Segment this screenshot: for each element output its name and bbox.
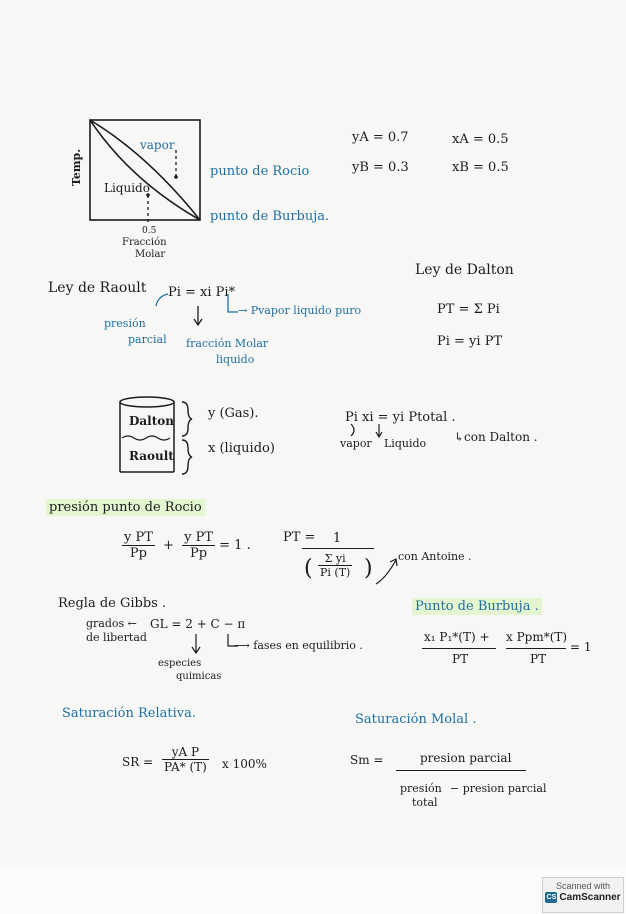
vapor-point — [174, 175, 178, 179]
scanned-with-label: Scanned with — [555, 881, 611, 891]
burbuja-title — [412, 599, 542, 614]
rocio-pt-den-num: Σ yi — [318, 552, 352, 566]
vapor-label: vapor — [140, 138, 175, 152]
burbuja-title-text: Punto de Burbuja . — [412, 598, 542, 615]
dalton-eq1: PT = Σ Pi — [437, 302, 500, 317]
gibbs-arrows — [190, 632, 240, 658]
sat-rel-rhs: x 100% — [222, 757, 267, 771]
gibbs-equation: GL = 2 + C − π — [150, 617, 246, 631]
rocio-pt-fraction-line — [302, 548, 374, 549]
raoult-presion-note-1: presión — [104, 317, 146, 330]
dalton-eq2: Pi = yi PT — [437, 334, 503, 349]
sat-molal-den1: presión — [400, 782, 442, 795]
x-tick-label: 0.5 — [142, 226, 157, 236]
box-raoult-label: Raoult — [129, 449, 174, 463]
rocio-term1-num: y PT — [124, 530, 153, 545]
antoine-label: con Antoine . — [398, 550, 472, 563]
box-dalton-label: Dalton — [129, 414, 175, 428]
box-y-gas-label: y (Gas). — [208, 406, 259, 421]
bubble-curve — [90, 120, 200, 220]
bubble-point-label: punto de Burbuja. — [210, 209, 330, 224]
phase-diagram-plot — [60, 105, 220, 245]
liquido-label: Liquido — [104, 181, 150, 195]
sat-molal-fraction-line — [396, 770, 526, 771]
raoult-fraccion-note-1: fracción Molar — [186, 337, 269, 350]
gibbs-grados-1: grados ← — [86, 617, 137, 630]
rocio-term1-den: Pp — [129, 546, 147, 561]
sat-molal-den2: total — [412, 796, 438, 809]
box-equation: Pi xi = yi Ptotal . — [345, 410, 456, 425]
rocio-equation — [122, 530, 251, 561]
dalton-title: Ley de Dalton — [415, 262, 514, 278]
rocio-paren-open: ( — [304, 556, 313, 581]
box-vapor-label: vapor — [340, 437, 372, 450]
sat-rel-num: yA P — [162, 745, 209, 760]
raoult-presion-note-2: parcial — [128, 333, 167, 346]
camscanner-badge — [542, 877, 624, 913]
burbuja-term1-num: x₁ P₁*(T) + — [424, 630, 490, 644]
axis-temp-label: Temp. — [70, 148, 83, 186]
sat-rel-title: Saturación Relativa. — [62, 706, 196, 721]
raoult-eq: Pi = xi Pi* — [168, 285, 236, 300]
rocio-pt-den-den: Pi (T) — [320, 566, 351, 579]
plus-sign: + — [163, 538, 174, 553]
rocio-title-text: presión punto de Rocio — [46, 499, 205, 516]
gibbs-grados-2: de libertad — [86, 631, 147, 644]
camscanner-brand — [543, 892, 623, 903]
raoult-pvapor-note: → Pvapor liquido puro — [238, 304, 362, 317]
sat-molal-num: presion parcial — [420, 751, 512, 765]
box-con-dalton: ↳con Dalton . — [454, 430, 538, 444]
diagram-frame — [90, 120, 200, 220]
rocio-pt-label: PT = — [283, 530, 316, 545]
dew-point-label: punto de Rocio — [210, 164, 310, 179]
box-x-liquid-label: x (liquido) — [208, 441, 275, 456]
raoult-fraccion-note-2: liquido — [216, 353, 255, 366]
gibbs-especies-1: especies — [158, 658, 202, 669]
rocio-term1 — [122, 530, 155, 561]
sat-rel-den: PA* (T) — [164, 760, 207, 774]
burbuja-den1: PT — [452, 652, 469, 666]
burbuja-line2 — [506, 648, 566, 649]
gibbs-especies-2: quimicas — [176, 671, 222, 682]
axis-x-label-2: Molar — [135, 249, 166, 260]
sat-rel-lhs: SR = — [122, 755, 154, 769]
rocio-pt-num: 1 — [332, 531, 342, 546]
yb-value: yB = 0.3 — [352, 160, 409, 175]
dew-curve — [90, 120, 200, 220]
rocio-title — [46, 500, 205, 515]
burbuja-eq-end: = 1 — [570, 640, 592, 654]
camscanner-logo-icon: CS — [546, 894, 557, 901]
raoult-arrows — [150, 290, 240, 330]
sat-rel-fraction — [162, 745, 209, 774]
burbuja-term2-num: x Ppm*(T) — [506, 630, 568, 644]
rocio-term2 — [182, 530, 215, 561]
rocio-pt-den-frac — [318, 552, 352, 579]
rocio-term2-num: y PT — [184, 530, 213, 545]
sat-molal-den-rest: − presion parcial — [450, 782, 547, 795]
gibbs-title: Regla de Gibbs . — [58, 596, 167, 611]
burbuja-line1 — [422, 648, 496, 649]
axis-x-label-1: Fracción — [122, 237, 167, 248]
box-liquido-label: Liquido — [384, 437, 427, 450]
page-footer — [0, 868, 626, 914]
rocio-term2-den: Pp — [190, 546, 208, 561]
rocio-paren-close: ) — [364, 556, 373, 581]
raoult-title: Ley de Raoult — [48, 280, 147, 296]
camscanner-brand-text: CamScanner — [559, 892, 621, 904]
rocio-eq-end: = 1 . — [219, 538, 251, 553]
sat-molal-title: Saturación Molal . — [355, 712, 477, 727]
dalton-raoult-box — [110, 392, 210, 482]
xb-value: xB = 0.5 — [452, 160, 509, 175]
burbuja-den2: PT — [530, 652, 547, 666]
ya-value: yA = 0.7 — [352, 130, 409, 145]
xa-value: xA = 0.5 — [452, 132, 509, 147]
gibbs-fases: ⟶ fases en equilibrio . — [234, 639, 363, 652]
sat-molal-lhs: Sm = — [350, 753, 384, 767]
